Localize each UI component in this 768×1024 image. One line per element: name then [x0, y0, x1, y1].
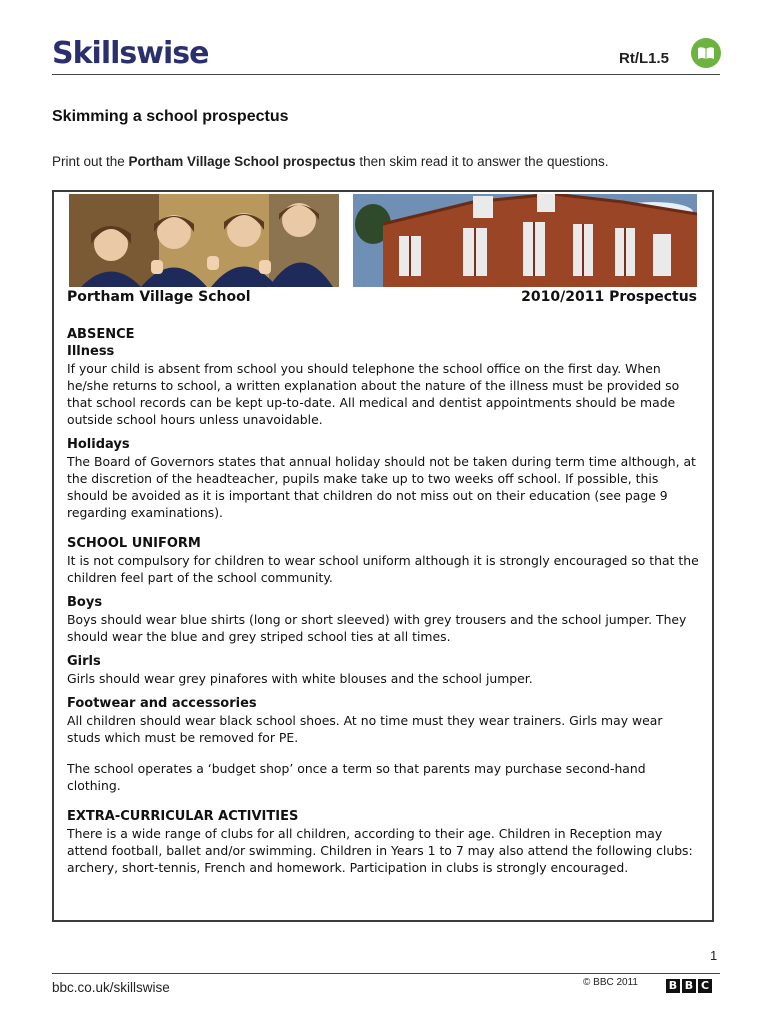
footwear-heading: Footwear and accessories: [67, 696, 257, 711]
girls-text: Girls should wear grey pinafores with white blouses and the school jumper.: [67, 671, 533, 686]
bbc-logo-letter: C: [698, 979, 712, 993]
students-photo: [69, 194, 339, 287]
boys-text: Boys should wear blue shirts (long or short sleeved) with grey trousers and the school jumper. They should wear the blue and grey striped school ties at all times.: [67, 612, 687, 644]
footer-url[interactable]: bbc.co.uk/skillswise: [52, 980, 170, 995]
boys-heading: Boys: [67, 595, 103, 610]
logo-text: Skillswise: [52, 36, 209, 71]
prospectus-header: [67, 289, 697, 305]
prospectus-content: [67, 326, 699, 876]
page-title: Skimming a school prospectus: [52, 108, 289, 125]
uniform-text: It is not compulsory for children to wear school uniform although it is strongly encouraged so that the children feel part of the school community.: [67, 553, 699, 585]
copyright-notice: © BBC 2011: [583, 977, 638, 988]
budget-shop-text: The school operates a ‘budget shop’ once a term so that parents may purchase second-hand clothing.: [67, 761, 646, 793]
girls-heading: Girls: [67, 654, 101, 669]
bbc-logo-letter: B: [682, 979, 696, 993]
absence-heading: ABSENCE: [67, 327, 135, 342]
intro-text-before: Print out the: [52, 154, 129, 169]
activities-heading: EXTRA-CURRICULAR ACTIVITIES: [67, 809, 299, 824]
holidays-heading: Holidays: [67, 437, 130, 452]
illness-heading: Illness: [67, 344, 115, 359]
intro-instruction: [52, 154, 732, 169]
illness-text: If your child is absent from school you should telephone the school office on the first day. When he/she returns to school, a written explanation about the nature of the illness must be provided so that school records can be kept up-to-date. All medical and dentist appointments should be made outside school hours unless unavoidable.: [67, 361, 680, 427]
bbc-logo-letter: B: [666, 979, 680, 993]
school-building-photo: [353, 194, 697, 287]
footwear-text: All children should wear black school shoes. At no time must they wear trainers. Girls may wear studs which must be removed for PE.: [67, 713, 663, 745]
prospectus-page: [52, 190, 714, 922]
level-code: Rt/L1.5: [619, 50, 670, 67]
school-name: Portham Village School: [67, 289, 251, 305]
header-divider: [52, 74, 720, 75]
prospectus-edition: 2010/2011 Prospectus: [521, 289, 697, 305]
intro-text-after: then skim read it to answer the questions.: [355, 154, 609, 169]
uniform-heading: SCHOOL UNIFORM: [67, 536, 201, 551]
skillswise-logo: [52, 36, 208, 71]
bbc-logo: [666, 979, 712, 993]
open-book-icon: [691, 38, 721, 68]
footer-divider: [52, 973, 720, 974]
activities-text: There is a wide range of clubs for all children, according to their age. Children in Reception may attend football, ballet and/or swimming. Children in Years 1 to 7 may also attend the following clubs: archery, short-tennis, French and homework. Participation in clubs is strongly encouraged.: [67, 826, 693, 875]
page-number: 1: [710, 948, 718, 963]
holidays-text: The Board of Governors states that annual holiday should not be taken during term time although, at the discretion of the headteacher, pupils make take up to two weeks off school. If possible, this should be avoided as it is important that children do not miss out on their education (see page 9 regarding examinations).: [67, 454, 696, 520]
intro-text-bold: Portham Village School prospectus: [128, 154, 356, 169]
